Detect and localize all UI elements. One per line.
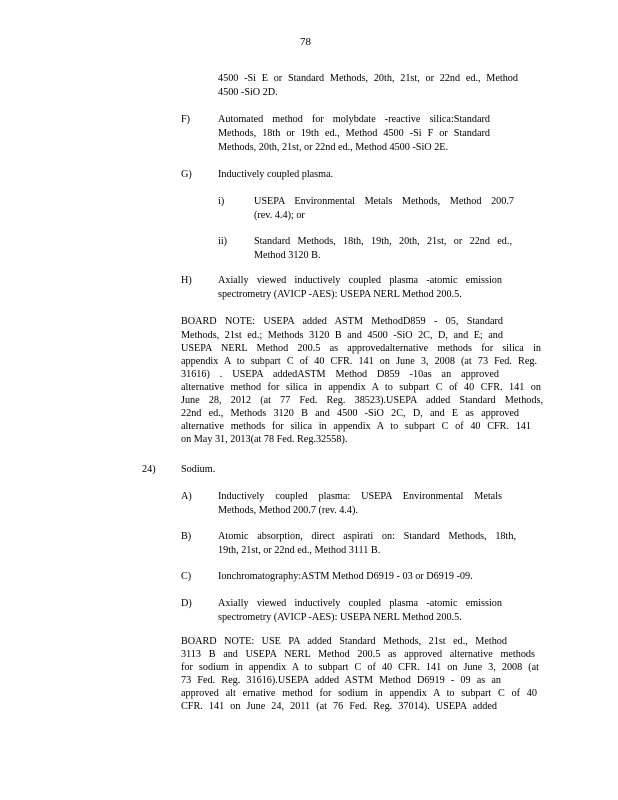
text-line: Axially viewed inductively coupled plasma -atomic emission bbox=[218, 598, 502, 609]
item-label: H) bbox=[181, 275, 192, 286]
text-line: Automated method for molybdate -reactive silica:Standard bbox=[218, 114, 490, 125]
page-number: 78 bbox=[300, 36, 311, 48]
text-line: Methods, 21st ed.; Methods 3120 B and 4500 -SiO 2C, D, and E; and bbox=[181, 330, 503, 341]
text-line: appendix A to subpart C of 40 CFR. 141 on June 3, 2008 (at 73 Fed. Reg. bbox=[181, 356, 537, 367]
text-line: 19th, 21st, or 22nd ed., Method 3111 B. bbox=[218, 545, 381, 556]
text-line: USEPA Environmental Metals Methods, Method 200.7 bbox=[254, 196, 514, 207]
section-title: Sodium. bbox=[181, 464, 216, 475]
text-line: Method 3120 B. bbox=[254, 250, 321, 261]
text-line: BOARD NOTE: USEPA added ASTM MethodD859 - 05, Standard bbox=[181, 316, 503, 327]
text-line: BOARD NOTE: USE PA added Standard Methods, 21st ed., Method bbox=[181, 636, 507, 647]
text-line: CFR. 141 on June 24, 2011 (at 76 Fed. Reg. 37014). USEPA added bbox=[181, 701, 497, 712]
text-line: Axially viewed inductively coupled plasma -atomic emission bbox=[218, 275, 502, 286]
item-label: B) bbox=[181, 531, 192, 542]
item-label: ii) bbox=[218, 236, 228, 247]
text-line: 4500 -SiO 2D. bbox=[218, 87, 278, 98]
text-line: 3113 B and USEPA NERL Method 200.5 as approved alternative methods bbox=[181, 649, 535, 660]
text-line: spectrometry (AVICP -AES): USEPA NERL Method 200.5. bbox=[218, 289, 462, 300]
text-line: Methods, 20th, 21st, or 22nd ed., Method 4500 -SiO 2E. bbox=[218, 142, 449, 153]
text-line: spectrometry (AVICP -AES): USEPA NERL Method 200.5. bbox=[218, 612, 462, 623]
text-line: Methods, Method 200.7 (rev. 4.4). bbox=[218, 505, 358, 516]
text-line: USEPA NERL Method 200.5 as approvedalternative methods for silica in bbox=[181, 343, 541, 354]
text-line: approved alt ernative method for sodium in appendix A to subpart C of 40 bbox=[181, 688, 537, 699]
item-label: F) bbox=[181, 114, 191, 125]
text-line: for sodium in appendix A to subpart C of 40 CFR. 141 on June 3, 2008 (at bbox=[181, 662, 539, 673]
text-line: June 28, 2012 (at 77 Fed. Reg. 38523).USEPA added Standard Methods, bbox=[181, 395, 543, 406]
text-line: Standard Methods, 18th, 19th, 20th, 21st, or 22nd ed., bbox=[254, 236, 512, 247]
text-line: (rev. 4.4); or bbox=[254, 210, 305, 221]
text-line: Inductively coupled plasma: USEPA Environmental Metals bbox=[218, 491, 502, 502]
text-line: Methods, 18th or 19th ed., Method 4500 -Si F or Standard bbox=[218, 128, 490, 139]
text-line: 73 Fed. Reg. 31616).USEPA added ASTM Method D6919 - 09 as an bbox=[181, 675, 501, 686]
text-line: alternative methods for silica in appendix A to subpart C of 40 CFR. 141 bbox=[181, 421, 531, 432]
item-label: G) bbox=[181, 169, 192, 180]
item-label: C) bbox=[181, 571, 192, 582]
text-line: 31616) . USEPA addedASTM Method D859 -10as an approved bbox=[181, 369, 499, 380]
item-label: D) bbox=[181, 598, 192, 609]
section-number: 24) bbox=[142, 464, 156, 475]
text-line: Inductively coupled plasma. bbox=[218, 169, 334, 180]
text-line: 22nd ed., Methods 3120 B and 4500 -SiO 2C, D, and E as approved bbox=[181, 408, 519, 419]
text-line: Atomic absorption, direct aspirati on: Standard Methods, 18th, bbox=[218, 531, 516, 542]
text-line: on May 31, 2013(at 78 Fed. Reg.32558). bbox=[181, 434, 348, 445]
item-label: i) bbox=[218, 196, 225, 207]
text-line: Ionchromatography:ASTM Method D6919 - 03 or D6919 -09. bbox=[218, 571, 473, 582]
text-line: 4500 -Si E or Standard Methods, 20th, 21st, or 22nd ed., Method bbox=[218, 73, 518, 84]
item-label: A) bbox=[181, 491, 192, 502]
text-line: alternative method for silica in appendix A to subpart C of 40 CFR. 141 on bbox=[181, 382, 541, 393]
